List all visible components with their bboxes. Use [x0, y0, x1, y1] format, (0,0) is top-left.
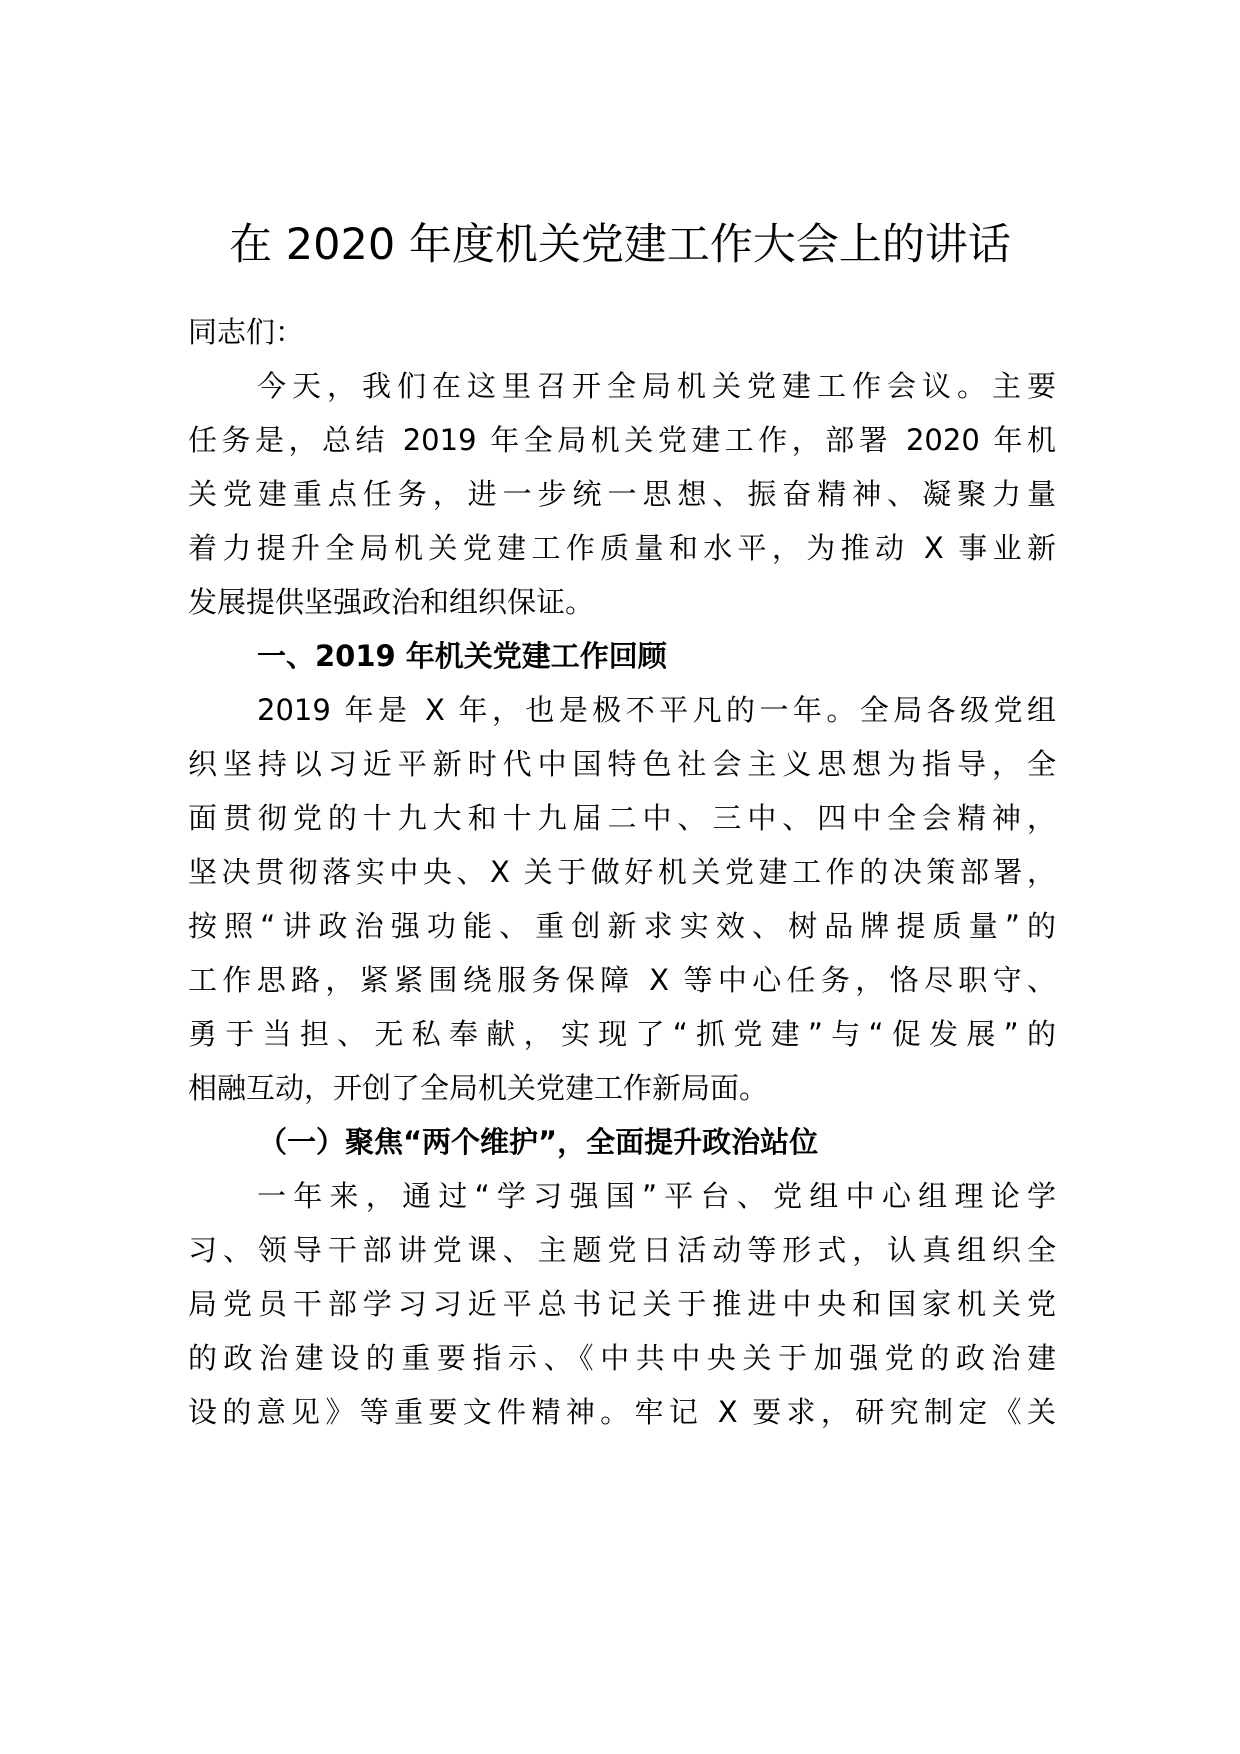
document-title: 在 2020 年度机关党建工作大会上的讲话 — [229, 220, 1011, 270]
paragraph-line: 局党员干部学习习近平总书记关于推进中央和国家机关党 — [188, 1287, 1056, 1321]
paragraph-line: 勇于当担、无私奉献，实现了“抓党建”与“促发展”的 — [188, 1017, 1056, 1051]
paragraph-line: 织坚持以习近平新时代中国特色社会主义思想为指导，全 — [188, 747, 1056, 781]
paragraph-line: 发展提供坚强政治和组织保证。 — [188, 585, 595, 619]
paragraph-line: 工作思路，紧紧围绕服务保障 X 等中心任务，恪尽职守、 — [188, 963, 1056, 997]
paragraph-line: 相融互动，开创了全局机关党建工作新局面。 — [188, 1071, 769, 1105]
paragraph-line: 坚决贯彻落实中央、X 关于做好机关党建工作的决策部署， — [188, 855, 1056, 889]
paragraph-line: 关党建重点任务，进一步统一思想、振奋精神、凝聚力量 — [188, 477, 1056, 511]
paragraph-line: 今天，我们在这里召开全局机关党建工作会议。主要 — [257, 369, 1056, 403]
paragraph-line: 着力提升全局机关党建工作质量和水平，为推动 X 事业新 — [188, 531, 1056, 565]
paragraph-line: 一年来，通过“学习强国”平台、党组中心组理论学 — [257, 1179, 1056, 1213]
paragraph-line: 面贯彻党的十九大和十九届二中、三中、四中全会精神， — [188, 801, 1056, 835]
paragraph-line: 习、领导干部讲党课、主题党日活动等形式，认真组织全 — [188, 1233, 1056, 1267]
paragraph-line: 按照“讲政治强功能、重创新求实效、树品牌提质量”的 — [188, 909, 1056, 943]
subsection-heading: （一）聚焦“两个维护”，全面提升政治站位 — [258, 1125, 819, 1159]
salutation: 同志们： — [188, 315, 305, 349]
paragraph-line: 2019 年是 X 年，也是极不平凡的一年。全局各级党组 — [257, 693, 1056, 727]
paragraph-line: 任务是，总结 2019 年全局机关党建工作，部署 2020 年机 — [188, 423, 1056, 457]
paragraph-line: 设的意见》等重要文件精神。牢记 X 要求，研究制定《关 — [188, 1395, 1056, 1429]
paragraph-line: 的政治建设的重要指示、《中共中央关于加强党的政治建 — [188, 1341, 1056, 1375]
section-heading: 一、2019 年机关党建工作回顾 — [257, 639, 667, 673]
